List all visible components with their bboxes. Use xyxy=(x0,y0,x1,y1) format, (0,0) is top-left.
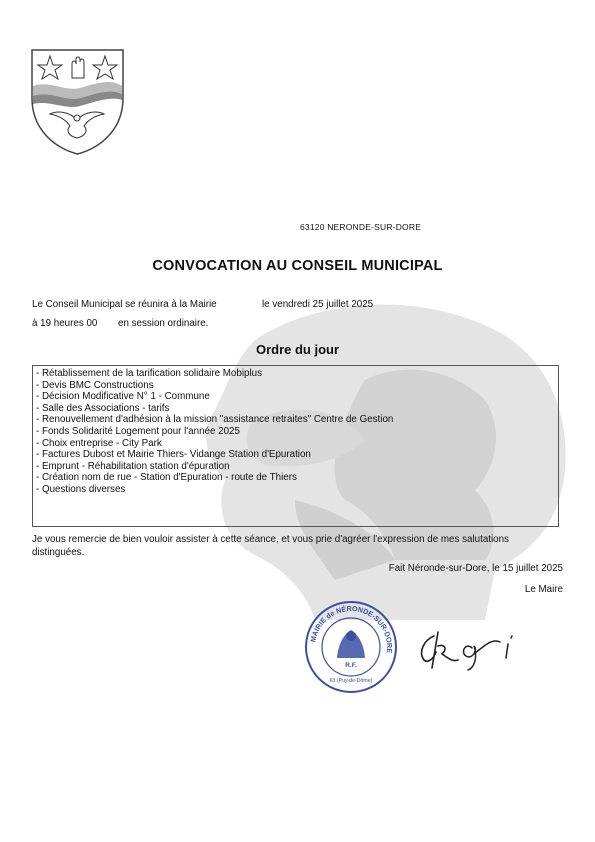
agenda-heading: Ordre du jour xyxy=(255,342,340,357)
mairie-official-stamp xyxy=(304,600,398,694)
agenda-item: - Choix entreprise - City Park xyxy=(36,437,162,449)
place-and-date: Fait Néronde-sur-Dore, le 15 juillet 2025 xyxy=(388,563,563,574)
mayor-signature xyxy=(408,618,538,674)
intro-meeting-time: à 19 heures 00 xyxy=(32,318,98,329)
sender-address: 63120 NERONDE-SUR-DORE xyxy=(300,222,422,232)
commune-coat-of-arms-logo xyxy=(30,48,125,156)
signatory-title: Le Maire xyxy=(524,584,563,595)
agenda-item: - Décision Modificative N° 1 - Commune xyxy=(36,391,210,403)
stamp-center-text: R.F. xyxy=(345,662,357,669)
agenda-list xyxy=(32,365,559,527)
agenda-item: - Salle des Associations - tarifs xyxy=(36,402,170,414)
intro-meeting-date: le vendredi 25 juillet 2025 xyxy=(262,299,374,310)
agenda-item: - Questions diverses xyxy=(36,483,126,495)
agenda-item: - Rétablissement de la tarification solidaire Mobiplus xyxy=(36,368,262,379)
intro-line1-left: Le Conseil Municipal se réunira à la Mairie xyxy=(32,299,217,310)
agenda-item: - Devis BMC Constructions xyxy=(36,379,154,391)
stamp-bottom-text: 63 (Puy-de-Dôme) xyxy=(329,678,373,684)
agenda-item: - Factures Dubost et Mairie Thiers- Vidange Station d'Epuration xyxy=(36,449,311,461)
intro-session-type: en session ordinaire. xyxy=(118,318,209,329)
document-title: CONVOCATION AU CONSEIL MUNICIPAL xyxy=(152,258,443,274)
stamp-ring-text: MAIRIE de NÉRONDE-SUR-DORE xyxy=(308,603,395,654)
agenda-item: - Création nom de rue - Station d'Epuration - route de Thiers xyxy=(36,472,297,484)
agenda-item: - Fonds Solidarité Logement pour l'année 2025 xyxy=(36,425,240,437)
agenda-item: - Renouvellement d'adhésion à la mission "assistance retraites" Centre de Gestion xyxy=(36,414,394,426)
agenda-item: - Emprunt - Réhabilitation station d'épuration xyxy=(36,460,230,472)
closing-paragraph: Je vous remercie de bien vouloir assister à cette séance, et vous prie d'agréer l'expression de mes salutations distinguées. xyxy=(32,534,509,558)
